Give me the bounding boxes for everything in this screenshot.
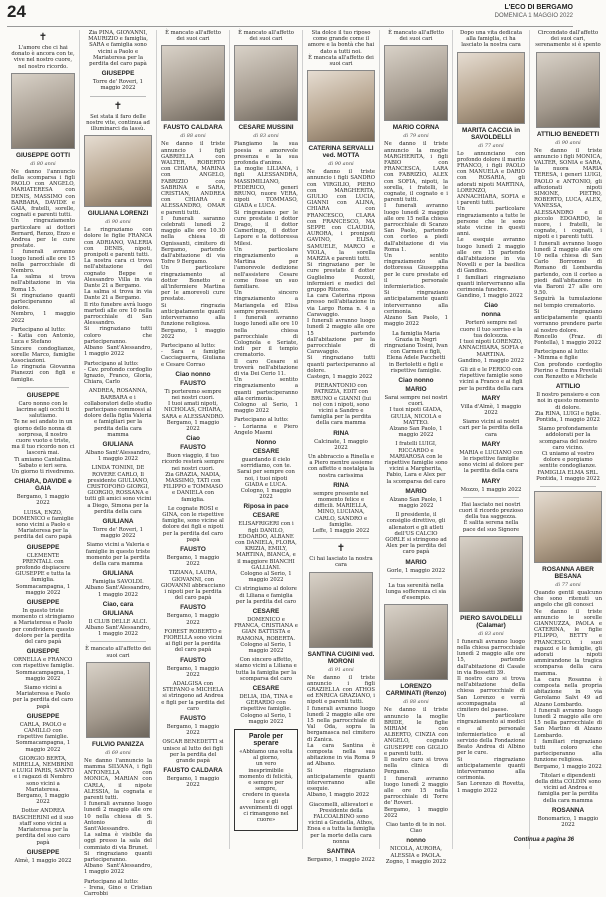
condolences-text: Partecipano al lutto: - Mimma e figlie Con profondo cordoglio Pierino e Emma Previtali con Renzetto e Michele	[534, 349, 602, 380]
notice-name: GIUSEPPE	[26, 648, 60, 656]
notice-name: MARIO	[405, 487, 427, 495]
cross-icon: ✝	[336, 543, 346, 555]
notice-text: Almè, 1 maggio 2022	[14, 857, 72, 864]
deceased-name: FAUSTO CALDARA	[163, 124, 223, 132]
notice-text: ANDREA, ROSANNA, BARBARA e i collaboratori dello studio partecipano commossi al dolore della figlia Valeria e famigliari per la perdita della cara mamma	[84, 388, 152, 438]
notice-name: nonno	[406, 837, 426, 845]
notice-text: Siamo profondamente addolorati per la scomparsa del nostro caro vicino. Ci uniamo al vostro dolore e porgiamo sentite condoglianze. FAMIGLIA ELMA SRL. Pontida, 1 maggio 2022	[536, 426, 600, 482]
portrait-photo	[536, 52, 600, 128]
intro-text: Circondato dall'affetto dei suoi cari, serenamente si è spento	[535, 30, 601, 49]
notice-name: nonna	[481, 311, 501, 319]
notice-name: FAUSTO	[180, 379, 206, 387]
intro-text: Sta dolce il tuo riposo come grande come il amore e la bontà che hai dato a tutti noi. È mancata all'affetto dei suoi cari	[307, 30, 375, 68]
deceased-name: GIULIANA LORENZI	[87, 210, 149, 218]
notice-text: DELIA, IDA, TINA e GERARDO con rispettive famiglie. Cologno al Serio, 1 maggio 2022	[239, 694, 293, 725]
notice-text: Bergamo, 1 maggio 2022	[166, 613, 220, 626]
cross-icon: ✝	[113, 100, 123, 112]
column-1	[7, 30, 80, 864]
notice-text: Gorle, 1 maggio 2022	[386, 567, 446, 574]
portrait-photo	[457, 52, 525, 124]
notice-text: ELISAFRIGERI con i figli DANILO, EDOARDO, ALBANE con DANIELA, FLORA, KRIZIA, EMILY, MARTINA, BIANCA, e il maggiore BIANCHI GALLIANI. Cologno al Serio, 1 maggio 2022	[235, 521, 297, 584]
notice-name: Ciao nonno	[398, 376, 434, 384]
notice-text: LINDA TONINI, DE ROVERE CARLO, Il presidente GIULIANO, CRISTOFORO GIORGI, GIORGIO, ROSSANA e tutti gli amici sono vicini a Diego, Simona per la perdita della cara	[84, 465, 152, 515]
notice-text: Siamo vicini a Valeria e famiglie in questo triste momento per la perdita della cara mamma	[85, 542, 151, 567]
column-2	[80, 30, 157, 897]
notice-name: RINA	[333, 429, 349, 437]
intro-text: Dopo una vita dedicata alla famiglia, ci ha lasciato la nostra cara	[459, 30, 523, 49]
notice-text: Villa d'Almè, 1 maggio 2022	[460, 403, 522, 416]
notice-text: Bonomarico, 1 maggio 2022	[537, 815, 599, 829]
masthead	[495, 3, 573, 21]
announcement-text: Ne danno il triste annuncio i figli SANDRO con VIRGILIO, PIERO con MARGHERITA, GIULIO con LUCIA, GIANNI con ALINA, CHIARA con FRANCESCO, CLARA con FRANCESCO, MA SEPPE con CLAUDIA, AURORA, i pronipoti GAVINO, ELISA, SAMUELE, MARCO e VIOLA, la sorella MARZIA e parenti tutti. Si ringraziano per le cure prestate il dottor Guglielmo Pezzoli, infermieri e medici del gruppo Ritorno. La cara Caterina riposa presso nell'abitazione in via Largo Roma n. 4 a Caravaggio. I funerali avranno luogo lunedì 2 maggio alle ore 15 partendo dall'abitazione per la parrocchiale di Caravaggio. Si ringraziano tutti quanti parteciperanno al dolore. Castegn, 1 maggio 2022	[307, 169, 375, 380]
intro-text: È mancato all'affetto dei suoi cari	[85, 646, 151, 659]
divider	[17, 387, 69, 388]
notice-name: Ciao	[484, 302, 498, 310]
notice-name: Ciao, cara	[102, 600, 134, 608]
announcement-text: Piangiamo la sua poesia e amorevole presenza e la sua profonda d'animo. La moglie LILIANA, i figli ALESSANDRA, MASSIMILIANO, FEDERICO, generi BRUNO, nuore VERA, nipoti TOMMASO, GIADA e LUCA. Si ringraziano per le cure prestate il dottor Drago, il dottor Camerlingo, il dottor Lepore e la dottoressa Milesi. Un particolare ringraziamento a Martina per l'amorevole dedizione nell'assistere Cesare come fosse un suo familiare. Un sincero ringraziamento a Mariangela ed Elisa sempre presenti. I funerali avranno luogo lunedì alle ore 10 nella chiesa parrocchiale di Colognola e Seriate, indi per il tempio crematorio. Il caro Cesare si troverà nell'abitazione di via Dei Cerio 11. Un sentito ringraziamento a quanti parteciperanno alla cerimonia. Cologno al Serio, 1 maggio 2022	[234, 141, 298, 415]
announcement-text: Ne danno l'annuncio la mamma SILVANA, i figli ANTONELLA con MONICA, MARIAN con CARLA, il nipote ALESSIA, la cognata e parenti tutti. I funerali avranno luogo lunedì 2 maggio alle ore 10 nella chiesa di S. Antonio di Sant'Alessandro. La salma è visibile da oggi presso la sala del commiato di via Brunet. Si ringraziano quanti parteciperanno. Albano Sant'Alessandro, 1 maggio 2022	[84, 757, 152, 876]
notice-text: Siamo vicini ai nostri cari per la perdita della cara	[459, 419, 523, 438]
column-7	[453, 30, 530, 849]
notice-text: CLEMENTE PRENTALL con profondo dispiacere GIUSEPPE e tutta la famiglia. Sommacampagna, 1 maggio 2022	[15, 552, 71, 596]
notice-text: Con sincero affetto, siamo vicini a Liliana e tutta la famiglia per la scomparsa del caro	[235, 657, 297, 682]
notice-text: NICOLA, AURORA, ALESSIA e PAOLA. Zogno, 1 maggio 2022	[385, 846, 447, 865]
notice-text: Bergamo, 1 maggio 2022	[166, 724, 220, 737]
deceased-name: ATTILIO BENEDETTI	[536, 130, 600, 138]
deceased-age: di 90 anni	[105, 219, 131, 226]
notice-text: PIERANTONIO con PATRIZIA, EDIT con BRUNO e GIANNI (lui no) con i nipoti, sono vicini a Sandro e famiglia per la perdita della cara mamma	[310, 383, 372, 427]
notice-text: Porterò sempre nel cuore il tuo sorriso e la tua dolcezza. I tuoi nipoti LORENZO, ANNACHIARA, SOFIA e MARTINA. Gandino, 1 maggio 2022	[458, 320, 524, 364]
announcement-text: Ne danno l'annuncio della scomparsa i figli PAOLO con ANGELO, MARIATERESA con DENIS, MASSIMO con BARBARA, DAVIDE e GAIA, fratelli, sorelle, cognati e parenti tutti. Un ringraziamento particolare ai dottori Bernard, Renzo, Enzo e Andrea per le cure prestate. I funerali avranno luogo lunedì alle ore 15 nella parrocchiale di Nembro. La salma si trova nell'abitazione in via Roma 15. Si ringraziano quanti parteciperanno al dolore. Nembro, 1 maggio 2022	[11, 168, 75, 324]
notice-name: MARIO	[405, 558, 427, 566]
continued-on-page-link[interactable]: Continua a pagina 36	[513, 837, 574, 843]
divider	[90, 96, 146, 97]
notice-text: Zia PINA, GIOVANNI, MAURIZIO e famiglia, SARA e famiglia sono vicini a Paolo e Mariateresa per la perdita del caro papà	[88, 30, 148, 68]
intro-text: Ci hai lasciato la nostra cara	[309, 556, 373, 569]
notice-text: Alzano San Paolo, 1 maggio 2022	[389, 496, 443, 509]
notice-text: Torre de' Roveri, 1 maggio 2022	[92, 526, 144, 540]
notice-name: MARY	[481, 394, 501, 402]
notice-name: ROSANNA	[551, 806, 585, 814]
deceased-name: ROSANNA ABER BESANA	[542, 565, 594, 580]
notice-text: guardando il cielo sorridiamo, con te. Sarai per sempre con noi, i tuoi nipoti GIADA e LUCA. Cologno, 1 maggio 2022	[237, 456, 295, 501]
deceased-name: MARIO CORNA	[392, 124, 440, 132]
notice-text: Siamo vicini a Mariateresa e Paolo per la perdita del caro papà	[12, 685, 74, 710]
announcement-text: Le ringraziamo con dolore le figlie FRANCA con ADRIANO, VALERIA con DENIS, nipoti, pronipoti e parenti tutti. La nostra cara ci trova nell'abitazione del cognato Beppe e Alessandro Villa in via Dante 21 a Bergamo. La salma si trova in via Dante 21 a Bergamo. Il rito funebre avrà luogo martedì alle ore 10 nella parrocchiale di San Alessandro. Si ringraziano tutti coloro che parteciperanno. Albano Sant'Alessandro, 1 maggio 2022	[84, 227, 152, 358]
divider	[463, 497, 519, 498]
notice-text: Bergamo, 1 maggio 2022	[166, 554, 220, 568]
notice-text: Ciao tanto di te in noi. Ciao	[386, 822, 446, 835]
notice-name: FAUSTO	[180, 715, 206, 723]
divider	[390, 578, 442, 579]
notice-text: Le cognate ROSI e GINA, con le rispettive famiglie, sono vicine al dolore dei figli e nipoti per la perdita del caro papà	[162, 505, 224, 543]
notice-text: Un abbraccio a Rinella e a Piero mentre assieme con affetto e nostalgia la nostra carissima	[307, 453, 375, 479]
condolences-text: Partecipano al lutto: - Sara e famiglie Cacciaguerra, Giuliana e Cesare Corrao	[161, 342, 225, 368]
deceased-name: CESARE MUSSINI	[238, 124, 294, 132]
notice-text: DOMENICO e FRANCA, CRISTIANA e GIAN BATTISTA e RAMONA, ROBERTA. Cologno al Serio, 1 maggio 2022	[234, 617, 298, 655]
notice-name: Ciao nonno	[175, 370, 211, 378]
notice-name: FAUSTO	[180, 656, 206, 664]
obituary-columns	[7, 30, 602, 897]
notice-text: sempre presente nel momento felice e difficili. MARIELLA, MINO, LUCIANA, CARLO, SANDRO e famiglie. Leffe, 1 maggio 2022	[312, 490, 370, 534]
notice-name: GIUSEPPE	[26, 391, 60, 399]
deceased-age: di 83 anni	[478, 630, 504, 637]
notice-text: TIZIANA, LAURA, GIOVANNI, con GIOVANNI abbracciano i nipoti per la perdita del caro papà	[161, 570, 225, 602]
condolences-text: Partecipano al lutto: - Cav. profondo cordoglio Ignazio, Franco, Gloria, Chiara, Carlo	[84, 360, 152, 386]
notice-text: Il nostro pensiero e con noi in questo momento di dolore. Zia RINA, LUIGI e figlie. Pontida, 1 maggio 2022	[535, 392, 601, 423]
divider	[90, 641, 146, 642]
notice-text: Il CLUB DELLE ALCI. Albano Sant'Alessandro, 1 maggio 2022	[85, 618, 151, 638]
notice-text: La famiglia Maria Grazia in Negri ringraziano Tosini, Ivan con Carmen e figli, Elena Adele Pacchetti in Bertoletti e figli e rispettive famiglie.	[384, 330, 448, 374]
column-6	[380, 30, 453, 865]
notice-name: GIUSEPPE	[26, 848, 60, 856]
portrait-photo	[307, 70, 375, 142]
column-3	[157, 30, 230, 849]
quote-box-text: «Abbiamo una volta al giorno, un vero inesprimibile momento di felicità, e sempre per sempre, credere in questa luce e gli avvenimenti di oggi ci rimangono nel cuore»	[239, 749, 293, 824]
condolences-text: Partecipano al lutto: - Katia con Antonio, Luca e Stefano Sincere condoglianze, sorelle Marco, famiglie Associazioni. Lo ringrazia Giovanna Pianezzi con figli e famiglie.	[11, 326, 75, 383]
portrait-photo	[84, 135, 152, 207]
notice-text: I fratelli LUIGI, RICCARDO e MARIAROSA con le rispettive famiglie sono vicini a Margherita, Fabio, Lara e Alex per la scomparsa del caro	[384, 441, 448, 485]
quote-box	[234, 729, 298, 830]
notice-text: MARIA e LUCIANO con le rispettive famiglie sono vicini al dolore per la perdita della cara	[458, 449, 524, 475]
intro-text: L'amore che ci hai donato è ancora con te, vive nel nostro cuore, nel nostro ricordo.	[11, 45, 75, 70]
deceased-age: di 77 anni	[555, 581, 581, 588]
notice-text: LUISA, ENZO, DOMENICO e famiglie sono vicini a Paolo e Mariateresa per la perdita del caro papà	[12, 509, 74, 541]
notice-text: Sarai sempre nei nostri cuori. I tuoi nipoti GIADA, GIULIA, NICOLA e MATTEO. Alzano San Paolo, 1 maggio 2022	[384, 394, 448, 439]
notice-name: CESARE	[252, 685, 280, 693]
notice-text: ADALGISA con STEFANO e MICHELA si stringono ad Andrea e figli per la perdita del caro	[161, 681, 225, 712]
portrait-photo	[384, 45, 448, 121]
intro-text: È mancato all'affetto dei suoi cari	[238, 30, 294, 43]
notice-text: Titolari e dipendenti della ditta COLDIN sono vicini ad Andrea e famiglia per la perdita della cara mamma	[534, 772, 602, 804]
notice-text: Mozzo, 1 maggio 2022	[460, 486, 522, 493]
notice-name: GIULIANA	[102, 517, 134, 525]
page-header	[7, 0, 573, 27]
notice-text: Torre de' Roveri, 1 maggio 2022	[92, 79, 144, 92]
column-4	[230, 30, 303, 849]
notice-name: CHIARA, DAVIDE e GAIA	[14, 478, 72, 493]
intro-text: È mancato all'affetto dei suoi cari	[165, 30, 221, 43]
notice-text: Gli zii e le PERICO con rispettive famiglie sono vicini a Franco e ai figli per la perdita della cara	[458, 366, 524, 392]
quote-box-title: Parole per sperare	[248, 733, 284, 748]
deceased-age: di 90 anni	[328, 161, 354, 168]
intro-text: Sei stata il faro delle nostre vite, continua ad illuminarci da lassù.	[86, 113, 150, 133]
notice-name: GIUSEPPE	[26, 543, 60, 551]
deceased-name: CATERINA SERVALLI ved. MOTTA	[308, 145, 374, 160]
deceased-name: LORENZO CARMINATI (Renzo)	[385, 683, 447, 698]
notice-name: FAUSTO	[180, 545, 206, 553]
announcement-text: Ne danno il triste annuncio i figli GRAZIELLA con ATHOS ed ENRICA GRAZIANO, i nipoti e parenti tutti. I funerali avranno luogo lunedì 2 maggio alle ore 15 nella parrocchiale di Val Oda, sopra la bergamasca nel cimitero di Zanica. La cara Santina è composta nella sua abitazione in via Roma 9 ad Albano. Si ringraziano anticipatamente quanti interverranno alle esequie. Albano, 1 maggio 2022	[307, 674, 375, 799]
portrait-photo	[309, 572, 373, 648]
portrait-photo	[534, 491, 602, 563]
deceased-age: di 83 anni	[253, 133, 279, 140]
notice-text: Il presidente, il consiglio direttivo, gli allenatori e gli atleti dell'US CALCIO GORLE si stringono ad Alex per la perdita del caro papà	[385, 512, 447, 556]
notice-text: Albano Sant'Alessandro, 1 maggio 2022	[85, 449, 151, 463]
deceased-age: di 80 anni	[30, 160, 56, 167]
newspaper-name: L'ECO DI BERGAMO	[504, 4, 573, 11]
notice-name: GIULIANA	[102, 570, 134, 578]
notice-text: In questo triste momento ci stringiamo a Mariateresa e Paolo per condividere questo dolore per la perdita del caro papà	[11, 608, 75, 646]
deceased-age: di 79 anni	[403, 133, 429, 140]
notice-text: ORNELLA e FRANCO con rispettive famiglie. Sommacampagna, 1 maggio 2022	[12, 657, 74, 682]
announcement-text: Lo annunciano con profondo dolore il marito FRANCO, i figli PAOLO con MANUELA e DARIO con ROSARIA, gli adorati nipoti MARTINA, LORENZO, ANNACHIARA, SOFIA e i parenti tutti. Un particolare ringraziamento a tutte le persone che le sono state vicine in questi anni. Le esequie avranno luogo lunedì 2 maggio alle ore 15 partendo dall'abitazione in via Novelli e per la basilica di Gandino. I familiari ringraziano quanti interverranno alla cerimonia funebre. Gandino, 1 maggio 2022	[457, 150, 525, 300]
notice-name: GIULIANA	[102, 440, 134, 448]
portrait-photo	[234, 45, 298, 121]
announcement-text: Ne danno il triste annuncio i figli MONICA, VALTER, SONIA e SARA, la nuora MARIA TERESA, i generi LUIGI, PAOLO e ANTONIO, gli affezionati nipoti SIMONE, PIETRO, ROBERTO, LUCA, ALEX, VANESSA, ALESSANDRO e il piccolo EDOARDO, le nuore, i fratelli, le cognate, i cognati, i nipoti e i parenti tutti. I funerali avranno luogo lunedì 2 maggio alle ore 10 nella chiesa di San Carlo Borromeo di Romano di Lombardia partendo, con il corteo a piedi dall'abitazione in via Baroni 27 alle ore 9.50. Seguirà la tumulazione nel tempio crematorio. Si ringraziano anticipatamente quanti vorranno prendere parte al nostro dolore. Roncello (Fraz. di Fontella), 1 maggio 2022	[534, 147, 602, 346]
notice-text: Dottor ANDREA BASCHERINI ed il suo staff sono vicini a Mariateresa per la perdita del suo caro papà	[12, 808, 74, 846]
notice-text: Famiglia SAVOLDI. Albano Sant'Alessandro, 1 maggio 2022	[85, 579, 151, 598]
announcement-text: Quando gentil qualcuno che sono ritenuti un angelo che gli conosci Ne danno il triste annuncio le sorelle GIANNUZZA, PAOLA e CATERINA, le figlie FILIPPO, BETTY e FRANCESCO, i suoi ragazzi e le famiglie, gli adorati nipoti ammirandone la tragica scomparsa della cara mamma. La cara Rosanna è composta nella propria abitazione in via Gerolamo Salvi 49 ad Alzano Lombardo. I funerali avranno luogo lunedì 2 maggio alle ore 15 nella parrocchiale di San Martino di Alzano Lombardo. I familiari ringraziano tutti coloro che parteciperanno alla funzione religiosa. Bergamo, 1 maggio 2022	[534, 589, 602, 770]
notice-text: Giacomelli, allievatori e Presidente della FALCOALBINO sono vicini a Graziella, Athos, Enea e a tutta la famiglia per la morte della cara nonna	[307, 801, 375, 845]
notice-name: CESARE	[252, 512, 280, 520]
deceased-age: di 77 anni	[478, 142, 504, 149]
deceased-name: SANTINA CUGINI ved. MORONI	[307, 650, 375, 665]
notice-name: GIUSEPPE	[26, 712, 60, 720]
notice-name: Riposa in pace	[243, 503, 289, 511]
notice-text: Ti porteremo sempre nei nostri cuori. I tuoi amati nipoti, NICHOLAS, CHIARA, SARA e ALESSANDRO. Bergamo, 1 maggio 2022	[161, 388, 225, 432]
page-number: 24	[7, 2, 26, 21]
divider	[313, 538, 369, 539]
notice-name: FAUSTO	[180, 444, 206, 452]
notice-text: Ci stringiamo al dolore di Liliana e famiglia per la perdita del caro	[235, 586, 297, 605]
divider	[540, 486, 596, 487]
portrait-photo	[11, 73, 75, 149]
notice-name: FAUSTO CALDARA	[163, 767, 223, 775]
deceased-age: di 88 anni	[180, 133, 206, 140]
deceased-age: di 69 anni	[105, 749, 131, 756]
deceased-name: MARITA CACCIA in SAVOLDELLI	[462, 126, 520, 141]
notice-text: OSCAR BENEDETTI si unisce al lutto dei figli per la perdita del grande papà	[162, 739, 224, 765]
notice-name: CESARE	[252, 608, 280, 616]
notice-text: Bergamo, 1 maggio 2022	[16, 494, 70, 507]
notice-name: GIUSEPPE	[101, 70, 135, 78]
cross-icon: ✝	[38, 32, 48, 43]
notice-name: FAUSTO	[180, 604, 206, 612]
deceased-name: PIERO SAVOLDELLI (Calamar)	[460, 614, 522, 629]
deceased-name: FULVIO PANIZZA	[92, 740, 144, 748]
portrait-photo	[459, 536, 523, 612]
deceased-age: di 90 anni	[555, 139, 581, 146]
intro-text: La tua serenità nella lunga sofferenza ci sia d'esempio.	[385, 582, 447, 602]
deceased-age: di 91 anni	[328, 666, 354, 673]
notice-name: MARIO	[405, 385, 427, 393]
notice-name: Nonno	[255, 438, 277, 446]
notice-name: RINA	[333, 481, 349, 489]
notice-name: MARY	[481, 477, 501, 485]
notice-text: Bergamo, 1 maggio 2022	[166, 776, 220, 789]
notice-text: Bergamo, 1 maggio 2022	[307, 857, 375, 864]
portrait-photo	[384, 604, 448, 680]
issue-date: DOMENICA 1 MAGGIO 2022	[494, 13, 573, 19]
column-8	[530, 30, 606, 849]
notice-name: GIUSEPPE	[26, 599, 60, 606]
column-5	[303, 30, 380, 864]
deceased-name: GIUSEPPE GOTTI	[16, 151, 70, 159]
announcement-text: Ne danno il triste annuncio i figli GABRIELLA con WALTER, ROBERTO con CHIARA, MARINA con ANGELO, FABRIZIO con SABRINA e SARA, CRISTIAN, ANDREA con CHIARA e ALESSANDRO, OMAR e parenti tutti. I funerali saranno celebrati lunedì 2 maggio alle ore 10.30 nella chiesa di Ognissanti, cimitero di Bergamo, partendo dall'abitazione di via Tofre 9 Bergamo. Un particolare ringraziamento al dottor Bonetto e all'infermiere Martina per le amorevoli cure prestate. Si ringrazia anticipatamente quanti interverranno alla funzione religiosa. Bergamo, 1 maggio 2022	[161, 141, 225, 340]
announcement-text: I funerali avranno luogo nella chiesa parrocchiale lunedì 2 maggio alle ore 15, partendo dall'abitazione di Casale in via Bossetti 39. Il nostro caro si trova nell'abitazione della chiesa parrocchiale di San Lorenzo e verrà accompagnata al cimitero del paese. Un particolare ringraziamento ai medici e al personale infermieristico e al servizio della Fondazione Beato Andrea di Albino per le cure. Si ringraziano anticipatamente quanti interverranno alla cerimonia. San Lorenzo di Rovetta, 1 maggio 2022	[457, 638, 525, 794]
notice-text: Caro nonno con le lacrime agli occhi ti salutiamo. Te ne sei andato in un giorno dello nonna di sorpresa, il nostro cuore vuoto e triste, ma il tuo ricordo non ci lascerà mai. Ti amiamo Cantalina. Sabato e ieri sera. Un giorno ti rivedremo.	[11, 400, 75, 475]
notice-name: ATTILIO	[555, 383, 581, 391]
notice-name: Ciao	[186, 435, 200, 443]
intro-text: Hai lasciato nei nostri cuori il ricordo prezioso della tua saggezza. È salita serena nella pace del suo Signore	[458, 501, 524, 533]
intro-text: È mancato all'affetto dei suoi cari	[388, 30, 444, 43]
notice-text: CARLA, PAOLO e CAMILLO con rispettive famiglie. Sommacampagna, 1 maggio 2022	[15, 721, 71, 753]
notice-text: GIORGIO BERTA, MIRELLA, NEMBRINI e LUIGI PARIS, SANTO e i ragazzi di Nembro sono vicini a Mariateresa. Bergamo, 1 maggio 2022	[11, 755, 75, 806]
announcement-text: Ne danno il triste annuncio la moglie BRIDE, le figlie MIRIAM con ALBERTO, CINZIA con ANGELO, cognato GIUSEPPE con GIGLIO e parenti tutti. Il nostro caro si trova nella clinica di Pergamo. I funerali avranno luogo lunedì 2 maggio alle ore 15 nella parrocchiale di Torre de' Roveri. Bergamo, 1 maggio 2022	[384, 707, 448, 819]
notice-text: Bergamo, 1 maggio 2022	[166, 665, 220, 678]
notice-name: SANTINA	[326, 848, 356, 856]
notice-text: Buon viaggio, il tuo ricordo resterà sempre nei nostri cuori. Zia GRAZIA, NADIA, MASSIMO, TATI con FILIPPO e TOMMASO e DANIELA con famiglia.	[161, 453, 225, 503]
condolences-text: Partecipano al lutto: - Lorianna e Piero Angelo Masmi	[234, 417, 298, 436]
notice-name: GIULIANA	[102, 609, 134, 617]
portrait-photo	[86, 662, 150, 738]
notice-name: CESARE	[252, 447, 280, 455]
notice-text: FOREST ROBERTO e FIORELLA sono vicini ai figli per la perdita del caro papà	[163, 628, 223, 654]
announcement-text: Ne danno il triste annuncio la moglie MARGHERITA, i figli FABIO con FRANCESCA, LARA con FABRIZIO, ALEX con SOFIA, nipoti, la sorella, i fratelli, le cognate, il cognato e i parenti tutti. I funerali avranno luogo lunedì 2 maggio alle ore 15 nella chiesa parrocchiale di Scanzo San Paolo, partendo con corteo a piedi dall'abitazione di via Roma 1. Un sentito ringraziamento alla dottoressa Giuseppina per le cure prestate ed il personale infermieristico. Si ringraziano anticipatamente quanti interverranno alla cerimonia. Alzano San Paolo, 1 maggio 2022	[384, 141, 448, 328]
portrait-photo	[161, 45, 225, 121]
condolences-text: Partecipano al lutto: - Irena, Gino e Cristian Carrobbi	[84, 878, 152, 897]
deceased-age: di 88 anni	[403, 699, 429, 706]
notice-text: Calcinate, 1 maggio 2022	[314, 438, 368, 451]
notice-name: MARY	[481, 440, 501, 448]
